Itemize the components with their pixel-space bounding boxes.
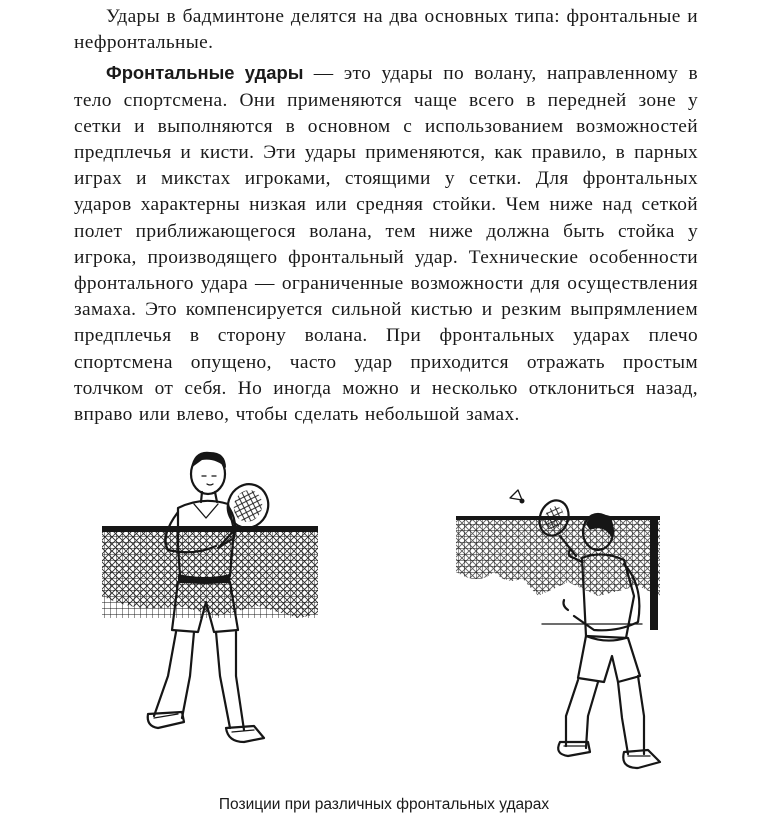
left-net bbox=[102, 526, 318, 618]
paragraph-frontal bbox=[74, 60, 698, 428]
illustration bbox=[98, 446, 664, 790]
shuttlecock bbox=[510, 490, 525, 504]
paragraph-intro: Удары в бадминтоне делятся на два основных типа: фронтальные и нефронтальные. bbox=[74, 6, 698, 54]
figure-caption: Позиции при различных фронтальных ударах bbox=[218, 796, 550, 813]
paragraph-frontal-body: — это удары по волану, направленному в тело спортсмена. Они применяются чаще всего в передней зоне у сетки и выполняются в основном с использованием возможностей предплечья и кисти. Эти удары применяются, как правило, в парных играх и микстах игроками, стоящими у сетки. Для фронтальных ударов характерны низкая или средняя стойки. Чем ниже над сеткой полет приближающегося волана, тем ниже должна быть стойка у игрока, производящего фронтальный удар. Технические особенности фронтального удара — ограниченные возможности для осуществления замаха. Это компенсируется сильной кистью и резким выпрямлением предплечья в сторону волана. При фронтальных ударах плечо спортсмена опущено, часто удар приходится отражать простым толчком от себя. Но иногда можно и несколько отклониться назад, вправо или влево, чтобы сделать небольшой замах. bbox=[74, 63, 698, 426]
body-text bbox=[74, 4, 698, 428]
term-frontal-strikes: Фронтальные удары bbox=[106, 62, 304, 84]
